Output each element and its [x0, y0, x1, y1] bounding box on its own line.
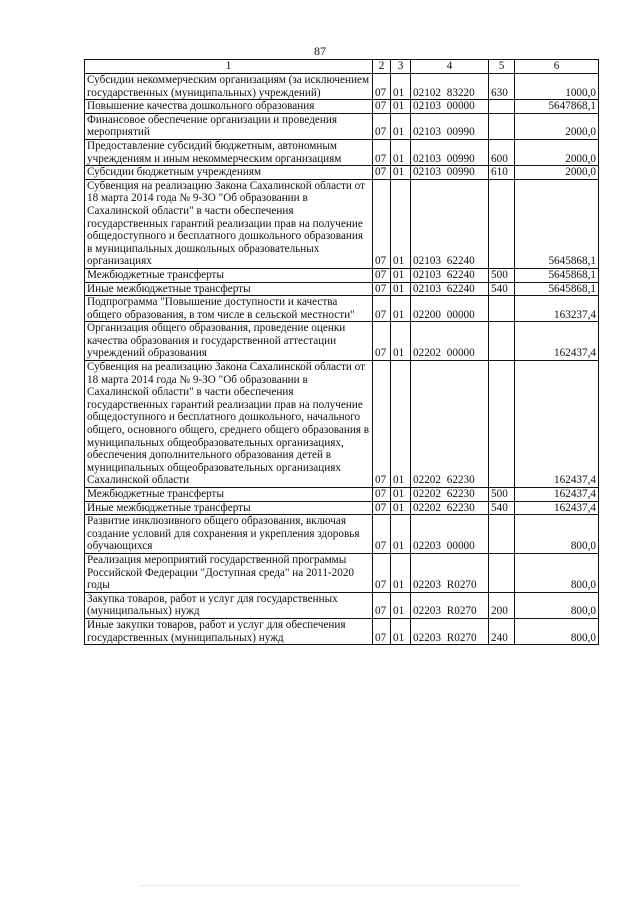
- row-target-code: 02203 R0270: [411, 618, 489, 644]
- header-col-2: 2: [373, 60, 391, 74]
- row-subsection: 01: [391, 553, 411, 592]
- row-amount: 800,0: [515, 618, 599, 644]
- row-target-code: 02103 62240: [411, 282, 489, 296]
- row-amount: 162437,4: [515, 501, 599, 515]
- row-subsection: 01: [391, 618, 411, 644]
- row-amount: 162437,4: [515, 488, 599, 502]
- row-target-code: 02203 R0270: [411, 553, 489, 592]
- row-expense-type: 610: [489, 166, 515, 180]
- row-section: 07: [373, 322, 391, 361]
- row-amount: 2000,0: [515, 113, 599, 139]
- table-row: [85, 166, 599, 180]
- row-section: 07: [373, 179, 391, 268]
- row-name: Субвенция на реализацию Закона Сахалинской области от 18 марта 2014 года № 9-ЗО "Об образовании в Сахалинской области" в части обеспечения государственных гарантий реализации прав на получение общедоступного и бесплатного дошкольного, начального общего, основного общего, среднего общего образования в муниципальных общеобразовательных организациях, обеспечения дополнительного образования детей в муниципальных общеобразовательных организациях Сахалинской области: [85, 361, 373, 488]
- row-name: Организация общего образования, проведение оценки качества образования и государственной аттестации учреждений образования: [85, 322, 373, 361]
- row-name: Реализация мероприятий государственной программы Российской Федерации "Доступная среда" на 2011-2020 годы: [85, 553, 373, 592]
- row-amount: 5645868,1: [515, 268, 599, 282]
- row-section: 07: [373, 501, 391, 515]
- row-subsection: 01: [391, 100, 411, 114]
- row-amount: 162437,4: [515, 361, 599, 488]
- row-amount: 5647868,1: [515, 100, 599, 114]
- row-section: 07: [373, 515, 391, 554]
- row-expense-type: 630: [489, 74, 515, 100]
- row-target-code: 02103 62240: [411, 268, 489, 282]
- table-header-row: [85, 60, 599, 74]
- row-name: Закупка товаров, работ и услуг для государственных (муниципальных) нужд: [85, 592, 373, 618]
- row-amount: 800,0: [515, 592, 599, 618]
- row-section: 07: [373, 618, 391, 644]
- row-expense-type: 240: [489, 618, 515, 644]
- row-target-code: 02102 83220: [411, 74, 489, 100]
- row-name: Повышение качества дошкольного образования: [85, 100, 373, 114]
- row-subsection: 01: [391, 113, 411, 139]
- header-col-4: 4: [411, 60, 489, 74]
- row-section: 07: [373, 74, 391, 100]
- row-amount: 1000,0: [515, 74, 599, 100]
- row-expense-type: 540: [489, 282, 515, 296]
- header-col-3: 3: [391, 60, 411, 74]
- row-subsection: 01: [391, 74, 411, 100]
- row-target-code: 02200 00000: [411, 296, 489, 322]
- table-row: [85, 553, 599, 592]
- scan-noise: [140, 885, 520, 888]
- table-row: [85, 100, 599, 114]
- row-section: 07: [373, 166, 391, 180]
- row-expense-type: [489, 515, 515, 554]
- table-row: [85, 282, 599, 296]
- row-subsection: 01: [391, 361, 411, 488]
- row-target-code: 02202 62230: [411, 361, 489, 488]
- row-section: 07: [373, 139, 391, 165]
- table-row: [85, 361, 599, 488]
- row-section: 07: [373, 282, 391, 296]
- row-target-code: 02203 R0270: [411, 592, 489, 618]
- row-expense-type: [489, 100, 515, 114]
- table-row: [85, 268, 599, 282]
- row-expense-type: 600: [489, 139, 515, 165]
- table-row: [85, 74, 599, 100]
- row-section: 07: [373, 100, 391, 114]
- table-row: [85, 488, 599, 502]
- row-amount: 5645868,1: [515, 179, 599, 268]
- row-target-code: 02203 00000: [411, 515, 489, 554]
- header-col-5: 5: [489, 60, 515, 74]
- row-target-code: 02103 62240: [411, 179, 489, 268]
- table-row: [85, 139, 599, 165]
- row-target-code: 02202 62230: [411, 501, 489, 515]
- row-subsection: 01: [391, 296, 411, 322]
- table-row: [85, 501, 599, 515]
- row-name: Финансовое обеспечение организации и проведения мероприятий: [85, 113, 373, 139]
- row-target-code: 02103 00000: [411, 100, 489, 114]
- row-expense-type: 540: [489, 501, 515, 515]
- row-target-code: 02202 00000: [411, 322, 489, 361]
- row-section: 07: [373, 361, 391, 488]
- row-subsection: 01: [391, 179, 411, 268]
- row-subsection: 01: [391, 282, 411, 296]
- row-expense-type: [489, 179, 515, 268]
- row-section: 07: [373, 296, 391, 322]
- header-col-6: 6: [515, 60, 599, 74]
- row-section: 07: [373, 592, 391, 618]
- row-amount: 162437,4: [515, 322, 599, 361]
- table-row: [85, 322, 599, 361]
- row-expense-type: 500: [489, 488, 515, 502]
- row-name: Подпрограмма "Повышение доступности и качества общего образования, в том числе в сельской местности": [85, 296, 373, 322]
- row-amount: 800,0: [515, 553, 599, 592]
- row-name: Субсидии некоммерческим организациям (за исключением государственных (муниципальных) учреждений): [85, 74, 373, 100]
- table-row: [85, 515, 599, 554]
- table-row: [85, 296, 599, 322]
- row-name: Развитие инклюзивного общего образования, включая создание условий для сохранения и укрепления здоровья обучающихся: [85, 515, 373, 554]
- row-section: 07: [373, 113, 391, 139]
- row-subsection: 01: [391, 139, 411, 165]
- row-subsection: 01: [391, 488, 411, 502]
- row-amount: 163237,4: [515, 296, 599, 322]
- row-target-code: 02103 00990: [411, 166, 489, 180]
- row-amount: 800,0: [515, 515, 599, 554]
- row-expense-type: 500: [489, 268, 515, 282]
- row-subsection: 01: [391, 501, 411, 515]
- row-name: Иные межбюджетные трансферты: [85, 282, 373, 296]
- budget-table: [84, 59, 599, 645]
- row-expense-type: 200: [489, 592, 515, 618]
- row-subsection: 01: [391, 268, 411, 282]
- row-name: Иные межбюджетные трансферты: [85, 501, 373, 515]
- row-target-code: 02103 00990: [411, 139, 489, 165]
- row-target-code: 02202 62230: [411, 488, 489, 502]
- row-section: 07: [373, 488, 391, 502]
- row-subsection: 01: [391, 592, 411, 618]
- row-expense-type: [489, 296, 515, 322]
- row-expense-type: [489, 113, 515, 139]
- row-section: 07: [373, 268, 391, 282]
- table-row: [85, 179, 599, 268]
- row-name: Предоставление субсидий бюджетным, автономным учреждениям и иным некоммерческим организациям: [85, 139, 373, 165]
- row-name: Субсидии бюджетным учреждениям: [85, 166, 373, 180]
- header-col-1: 1: [85, 60, 373, 74]
- table-row: [85, 592, 599, 618]
- row-amount: 5645868,1: [515, 282, 599, 296]
- row-section: 07: [373, 553, 391, 592]
- row-subsection: 01: [391, 166, 411, 180]
- page-number: 87: [314, 44, 326, 58]
- row-expense-type: [489, 553, 515, 592]
- row-name: Иные закупки товаров, работ и услуг для обеспечения государственных (муниципальных) нужд: [85, 618, 373, 644]
- row-subsection: 01: [391, 515, 411, 554]
- row-name: Межбюджетные трансферты: [85, 488, 373, 502]
- row-amount: 2000,0: [515, 166, 599, 180]
- row-name: Межбюджетные трансферты: [85, 268, 373, 282]
- row-target-code: 02103 00990: [411, 113, 489, 139]
- table-row: [85, 618, 599, 644]
- row-name: Субвенция на реализацию Закона Сахалинской области от 18 марта 2014 года № 9-ЗО "Об образовании в Сахалинской области" в части обеспечения государственных гарантий реализации прав на получение общедоступного и бесплатного дошкольного образования в муниципальных дошкольных образовательных организациях: [85, 179, 373, 268]
- row-expense-type: [489, 361, 515, 488]
- row-subsection: 01: [391, 322, 411, 361]
- table-row: [85, 113, 599, 139]
- row-amount: 2000,0: [515, 139, 599, 165]
- row-expense-type: [489, 322, 515, 361]
